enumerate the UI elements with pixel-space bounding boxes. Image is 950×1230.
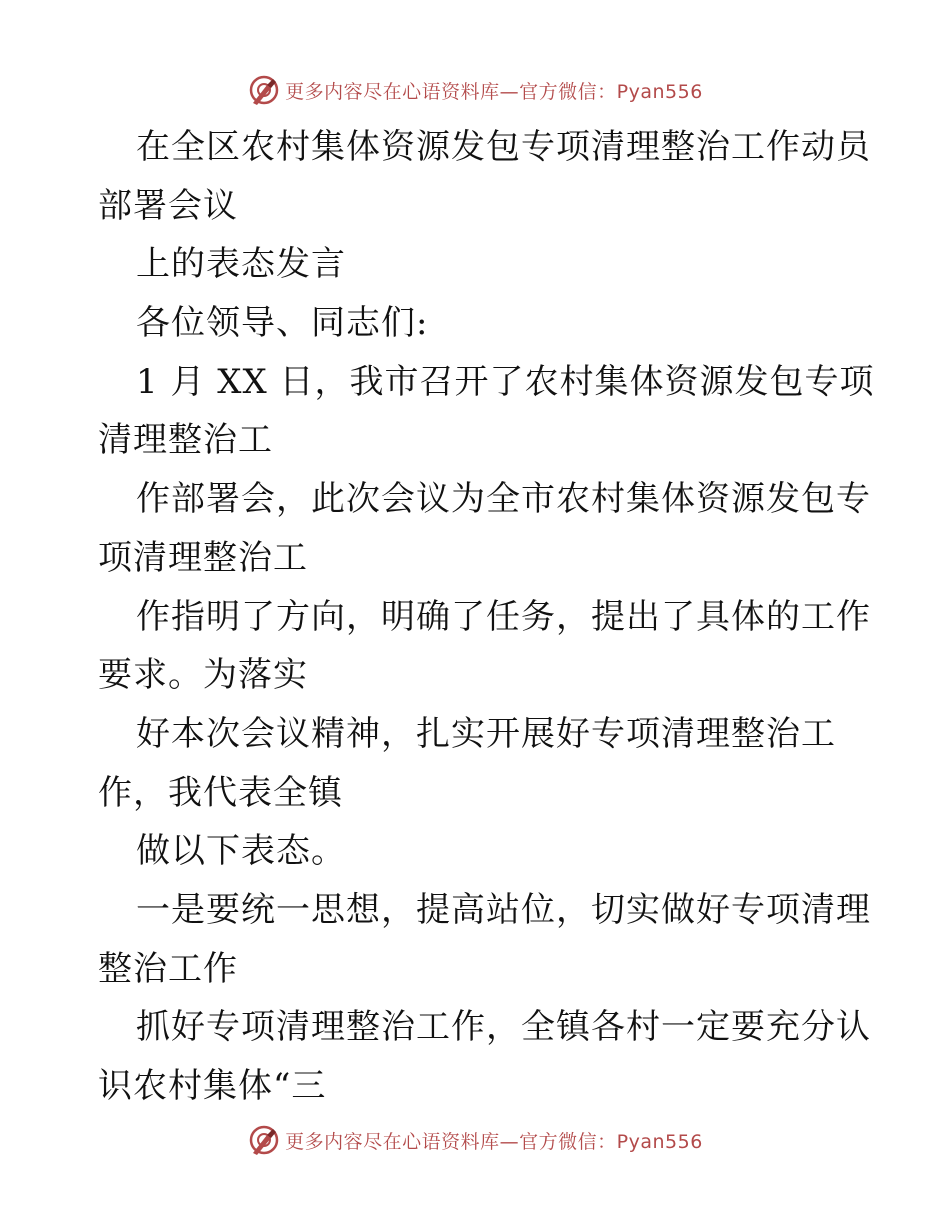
text-line: 在全区农村集体资源发包专项清理整治工作动员 [136,127,871,167]
text-line: 项清理整治工 [98,537,308,578]
text-line: 做以下表态。 [136,831,346,872]
text-line: 抓好专项清理整治工作，全镇各村一定要充分认 [136,1007,871,1048]
text-line: 作，我代表全镇 [98,772,343,813]
text-line: 识农村集体“三 [98,1066,327,1106]
document-body [98,118,875,1116]
text-line: 1 月 XX 日，我市召开了农村集体资源发包专项 [136,361,875,402]
text-line: 各位领导、同志们: [136,303,429,344]
watermark-text: 更多内容尽在心语资料库—官方微信：Pyan556 [285,1130,703,1153]
text-line: 清理整治工 [98,420,273,461]
text-line: 要求。为落实 [98,655,308,696]
watermark-text: 更多内容尽在心语资料库—官方微信：Pyan556 [285,80,703,103]
text-line: 部署会议 [98,185,238,226]
pen-logo-icon [247,73,281,107]
text-line: 好本次会议精神，扎实开展好专项清理整治工 [136,713,836,754]
footer-watermark [0,1120,950,1160]
text-line: 一是要统一思想，提高站位，切实做好专项清理 [136,889,871,930]
pen-logo-icon [247,1123,281,1157]
header-watermark [0,70,950,110]
text-line: 作指明了方向，明确了任务，提出了具体的工作 [136,596,871,637]
text-line: 作部署会，此次会议为全市农村集体资源发包专 [136,479,871,520]
text-line: 整治工作 [98,948,238,989]
text-line: 上的表态发言 [136,244,346,285]
